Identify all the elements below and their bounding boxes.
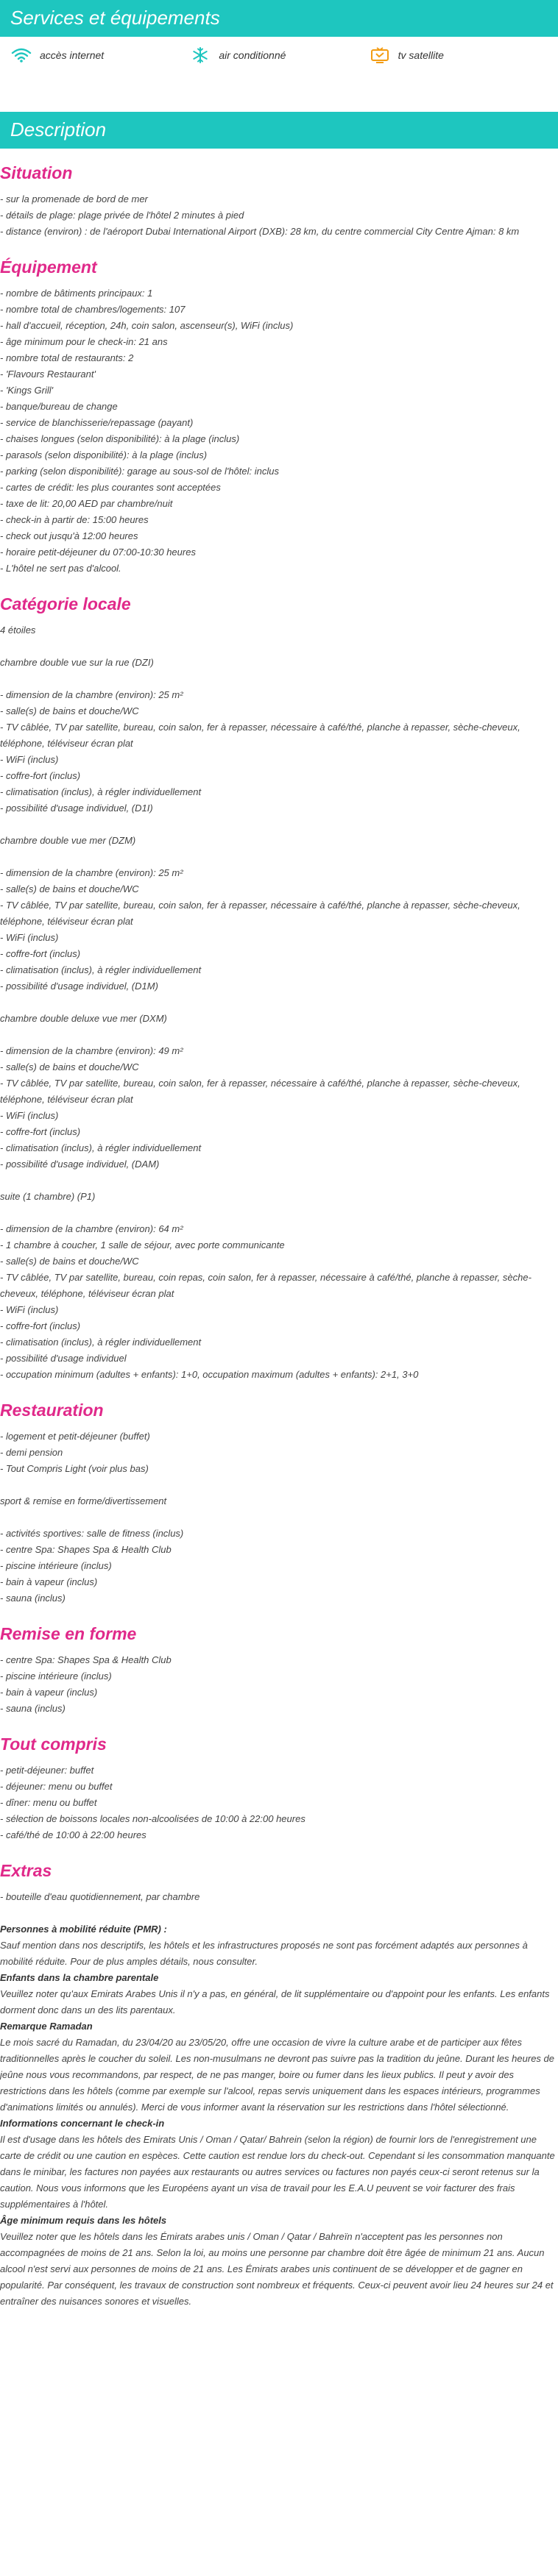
list-item: - chaises longues (selon disponibilité): à la plage (inclus) <box>0 433 240 444</box>
list-item: - taxe de lit: 20,00 AED par chambre/nuit <box>0 498 173 509</box>
section-title: Extras <box>0 1861 52 1880</box>
note-heading: Remarque Ramadan <box>0 2021 93 2032</box>
description-title: Description <box>10 118 107 140</box>
categorie-section <box>0 593 558 1383</box>
list-item: - WiFi (inclus) <box>0 754 59 765</box>
list-item: - centre Spa: Shapes Spa & Health Club <box>0 1544 172 1555</box>
list-item: - climatisation (inclus), à régler individuellement <box>0 1337 202 1348</box>
list-item: - L'hôtel ne sert pas d'alcool. <box>0 563 121 574</box>
list-item: - piscine intérieure (inclus) <box>0 1560 112 1571</box>
list-item: - salle(s) de bains et douche/WC <box>0 1061 139 1072</box>
amenity-aircon <box>189 47 368 63</box>
list-item: - possibilité d'usage individuel <box>0 1353 127 1364</box>
list-item: - check-in à partir de: 15:00 heures <box>0 514 149 525</box>
list-item: - coffre-fort (inclus) <box>0 770 81 781</box>
list-item: - salle(s) de bains et douche/WC <box>0 883 139 894</box>
list-item: - sauna (inclus) <box>0 1703 66 1714</box>
toutcompris-list <box>0 1762 558 1843</box>
list-item: - possibilité d'usage individuel, (D1I) <box>0 803 153 814</box>
section-title: Remise en forme <box>0 1624 137 1643</box>
list-item: - centre Spa: Shapes Spa & Health Club <box>0 1654 172 1665</box>
list-item: - TV câblée, TV par satellite, bureau, coin salon, fer à repasser, nécessaire à café/thé, planche à repasser, sèche-cheveux, téléphone, téléviseur écran plat <box>0 1078 520 1105</box>
section-title: Tout compris <box>0 1734 107 1754</box>
description-header <box>0 112 558 149</box>
list-item: - climatisation (inclus), à régler individuellement <box>0 786 202 797</box>
situation-list <box>0 191 558 240</box>
remise-list <box>0 1652 558 1717</box>
list-item: - coffre-fort (inclus) <box>0 1126 81 1137</box>
list-item: - WiFi (inclus) <box>0 932 59 943</box>
list-item: - dimension de la chambre (environ): 25 m² <box>0 867 183 878</box>
stars-text: 4 étoiles <box>0 625 36 636</box>
note-text: Le mois sacré du Ramadan, du 23/04/20 au 23/05/20, offre une occasion de vivre la culture arabe et de participer aux fêtes traditionnelles après le coucher du soleil. Les non-musulmans ne devront pas suivre pas la tradition du jeûne. Durant les heures de jeûne nous vous recommandons, par respect, de ne pas manger, boire ou fumer dans les lieux publics. Il peut y avoir des restrictions dans les hôtels (comme par exemple sur l'alcool, repas servis uniquement dans les espaces intérieurs, programmes d'animations limités ou annulés). Merci de vous informer avant la réservation sur les restrictions dans l'hôtel sélectionné. <box>0 2037 554 2113</box>
note-heading: Informations concernant le check-in <box>0 2118 165 2129</box>
list-item: - salle(s) de bains et douche/WC <box>0 705 139 716</box>
list-item: - TV câblée, TV par satellite, bureau, coin salon, fer à repasser, nécessaire à café/thé, planche à repasser, sèche-cheveux, téléphone, téléviseur écran plat <box>0 722 520 749</box>
list-item: - café/thé de 10:00 à 22:00 heures <box>0 1829 146 1840</box>
list-item: - piscine intérieure (inclus) <box>0 1671 112 1682</box>
list-item: - salle(s) de bains et douche/WC <box>0 1256 139 1267</box>
list-item: - hall d'accueil, réception, 24h, coin salon, ascenseur(s), WiFi (inclus) <box>0 320 294 331</box>
list-item: - Tout Compris Light (voir plus bas) <box>0 1463 149 1474</box>
situation-section <box>0 162 558 240</box>
list-item: - âge minimum pour le check-in: 21 ans <box>0 336 168 347</box>
tv-icon <box>369 47 391 63</box>
amenity-label: accès internet <box>40 49 105 61</box>
list-item: - demi pension <box>0 1447 63 1458</box>
list-item: - nombre total de chambres/logements: 107 <box>0 304 186 315</box>
services-title: Services et équipements <box>10 7 220 29</box>
section-title: Équipement <box>0 257 97 277</box>
note-heading: Personnes à mobilité réduite (PMR) : <box>0 1924 167 1935</box>
list-item: - WiFi (inclus) <box>0 1110 59 1121</box>
restauration-section <box>0 1399 558 1607</box>
list-item: - distance (environ) : de l'aéroport Dubai International Airport (DXB): 28 km, du centre commercial City Centre Ajman: 8 km <box>0 226 520 237</box>
list-item: - parking (selon disponibilité): garage au sous-sol de l'hôtel: inclus <box>0 466 279 477</box>
list-item: - parasols (selon disponibilité): à la plage (inclus) <box>0 449 208 460</box>
list-item: - logement et petit-déjeuner (buffet) <box>0 1431 150 1442</box>
list-item: - dimension de la chambre (environ): 64 m² <box>0 1223 183 1234</box>
list-item: - check out jusqu'à 12:00 heures <box>0 530 138 541</box>
room-title: chambre double deluxe vue mer (DXM) <box>0 1013 167 1024</box>
list-item: - TV câblée, TV par satellite, bureau, coin salon, fer à repasser, nécessaire à café/thé, planche à repasser, sèche-cheveux, téléphone, téléviseur écran plat <box>0 900 520 927</box>
list-item: - WiFi (inclus) <box>0 1304 59 1315</box>
extras-section <box>0 1860 558 2310</box>
list-item: - service de blanchisserie/repassage (payant) <box>0 417 194 428</box>
room-title: suite (1 chambre) (P1) <box>0 1191 96 1202</box>
list-item: - détails de plage: plage privée de l'hôtel 2 minutes à pied <box>0 210 244 221</box>
list-item: - climatisation (inclus), à régler individuellement <box>0 964 202 975</box>
list-item: - occupation minimum (adultes + enfants): 1+0, occupation maximum (adultes + enfants): 2+1, 3+0 <box>0 1369 419 1380</box>
section-title: Situation <box>0 163 73 182</box>
list-item: - coffre-fort (inclus) <box>0 948 81 959</box>
list-item: - nombre total de restaurants: 2 <box>0 352 134 363</box>
list-item: - 1 chambre à coucher, 1 salle de séjour, avec porte communicante <box>0 1239 285 1250</box>
list-item: - coffre-fort (inclus) <box>0 1320 81 1331</box>
list-item: - bain à vapeur (inclus) <box>0 1576 98 1587</box>
list-item: - TV câblée, TV par satellite, bureau, coin repas, coin salon, fer à repasser, nécessaire à café/thé, planche à repasser, sèche-cheveux, téléphone, téléviseur écran plat <box>0 1272 531 1299</box>
list-item: - possibilité d'usage individuel, (DAM) <box>0 1159 160 1170</box>
note-text: Veuillez noter que les hôtels dans les Émirats arabes unis / Oman / Qatar / Bahreïn n'acceptent pas les personnes non accompagnées de moins de 21 ans. Selon la loi, au moins une personne par chambre doit être âgée de minimum 21 ans. Aucun alcool n'est servi aux personnes de moins de 21 ans. Les Émirats arabes unis continuent de se développer et de gagner en popularité. Par conséquent, les travaux de construction sont nombreux et fréquents. Ceux-ci peuvent avoir lieu 24 heures sur 24 et entraîner des nuisances sonores et visuelles. <box>0 2231 554 2307</box>
list-item: - activités sportives: salle de fitness (inclus) <box>0 1528 184 1539</box>
amenity-label: air conditionné <box>219 49 286 61</box>
toutcompris-section <box>0 1733 558 1843</box>
amenity-tv <box>369 47 548 63</box>
list-item: - dimension de la chambre (environ): 49 m² <box>0 1045 183 1056</box>
room-features <box>0 1043 558 1173</box>
list-item: - climatisation (inclus), à régler individuellement <box>0 1142 202 1153</box>
notes-list <box>0 1921 558 2310</box>
list-item: - petit-déjeuner: buffet <box>0 1765 94 1776</box>
wifi-icon <box>10 47 32 63</box>
section-title: Catégorie locale <box>0 594 131 613</box>
remise-section <box>0 1623 558 1717</box>
list-item: - dîner: menu ou buffet <box>0 1797 97 1808</box>
note-heading: Enfants dans la chambre parentale <box>0 1972 159 1983</box>
restauration-list <box>0 1428 558 1477</box>
list-item: - nombre de bâtiments principaux: 1 <box>0 288 153 299</box>
list-item: - banque/bureau de change <box>0 401 118 412</box>
sport-title: sport & remise en forme/divertissement <box>0 1495 167 1506</box>
equipement-list <box>0 285 558 577</box>
sport-list <box>0 1526 558 1607</box>
extras-list <box>0 1889 558 1905</box>
room-title: chambre double vue sur la rue (DZI) <box>0 657 154 668</box>
list-item: - sélection de boissons locales non-alcoolisées de 10:00 à 22:00 heures <box>0 1813 306 1824</box>
list-item: - cartes de crédit: les plus courantes sont acceptées <box>0 482 221 493</box>
amenity-label: tv satellite <box>398 49 444 61</box>
note-heading: Âge minimum requis dans les hôtels <box>0 2215 167 2226</box>
snowflake-icon <box>189 47 211 63</box>
equipement-section <box>0 256 558 577</box>
room-title: chambre double vue mer (DZM) <box>0 835 136 846</box>
list-item: - horaire petit-déjeuner du 07:00-10:30 heures <box>0 547 196 558</box>
note-text: Veuillez noter qu'aux Emirats Arabes Unis il n'y a pas, en général, de lit supplémentaire ou d'appoint pour les enfants. Les enfants dorment donc dans un des lits parentaux. <box>0 1988 550 2015</box>
list-item: - sauna (inclus) <box>0 1593 66 1604</box>
room-features <box>0 1221 558 1383</box>
services-header <box>0 0 558 37</box>
room-features <box>0 865 558 995</box>
list-item: - 'Flavours Restaurant' <box>0 369 96 380</box>
list-item: - possibilité d'usage individuel, (D1M) <box>0 981 158 992</box>
list-item: - bain à vapeur (inclus) <box>0 1687 98 1698</box>
list-item: - déjeuner: menu ou buffet <box>0 1781 113 1792</box>
note-text: Il est d'usage dans les hôtels des Emirats Unis / Oman / Qatar/ Bahrein (selon la région) de fournir lors de l'enregistrement une carte de crédit ou une caution en espèces. Cette caution est rendue lors du check-out. Cependant si les consommation manquante dans le minibar, les factures non payées aux restaurants ou autres services ou factures non payés ceux-ci seront retenus sur la caution. Nous vous informons que les Européens ayant un visa de travail pour les E.A.U peuvent se voir facturer des frais supplémentaires à l'hôtel. <box>0 2134 555 2210</box>
section-title: Restauration <box>0 1401 104 1420</box>
amenities-row <box>0 37 558 77</box>
note-text: Sauf mention dans nos descriptifs, les hôtels et les infrastructures proposés ne sont pas forcément adaptés aux personnes à mobilité réduite. Pour de plus amples détails, nous consulter. <box>0 1940 528 1967</box>
list-item: - bouteille d'eau quotidiennement, par chambre <box>0 1891 200 1902</box>
room-features <box>0 687 558 816</box>
room-list <box>0 638 558 1383</box>
list-item: - 'Kings Grill' <box>0 385 54 396</box>
amenity-internet <box>10 47 189 63</box>
list-item: - sur la promenade de bord de mer <box>0 193 148 204</box>
list-item: - dimension de la chambre (environ): 25 m² <box>0 689 183 700</box>
